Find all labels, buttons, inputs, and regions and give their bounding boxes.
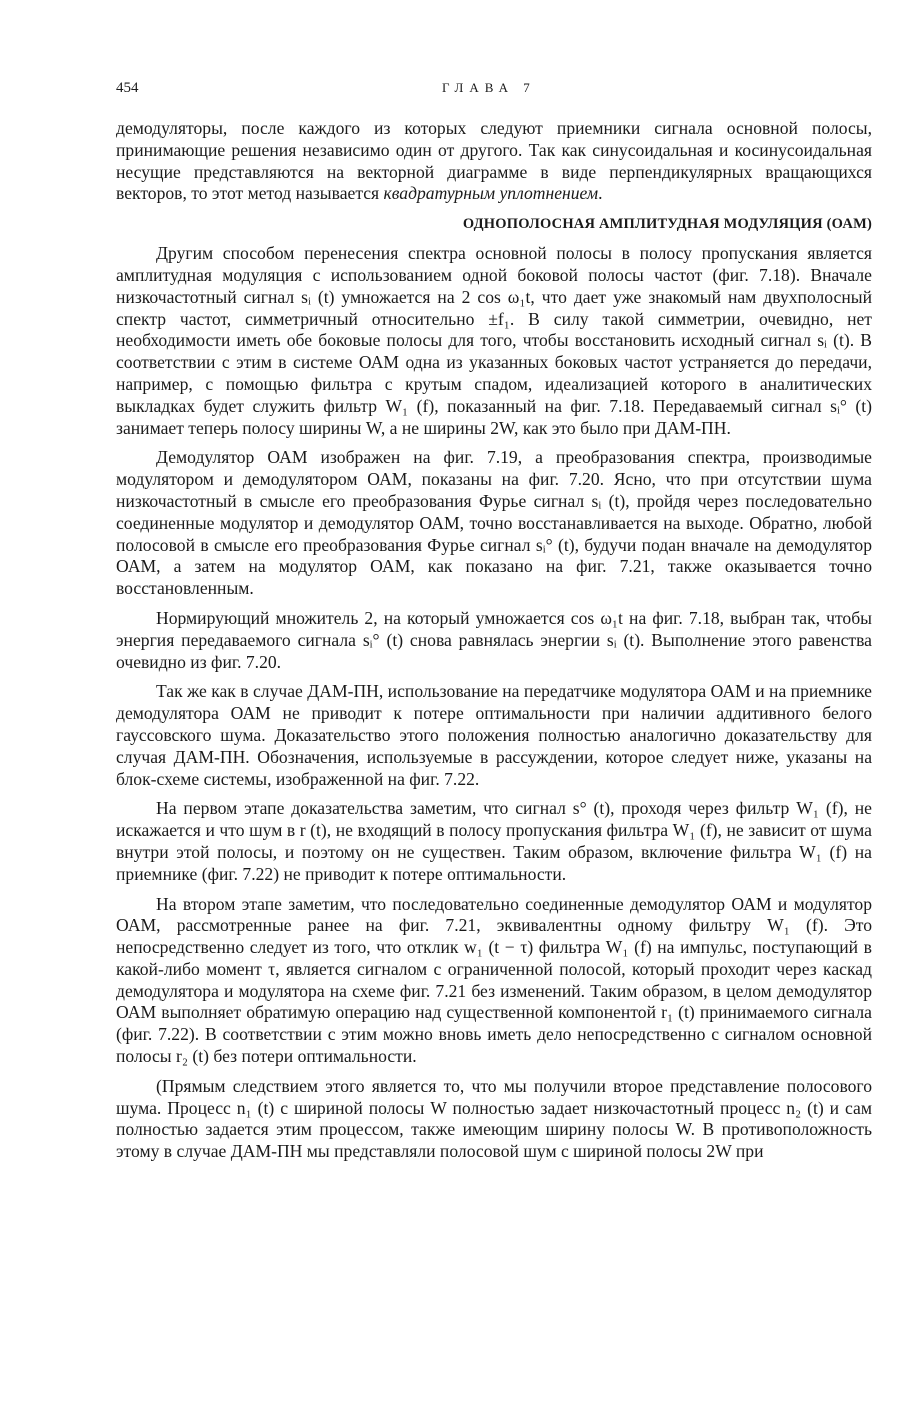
running-head: ГЛАВА 7 (442, 80, 536, 95)
paragraph-text: демодуляторы, после каждого из которых следуют приемники сигнала основной полосы, принимающие решения независимо один от другого. Так как синусоидальная и косинусоидальная несущие представляются на векторной диаграмме в виде перпендикулярных вращающихся векторов, то этот метод называется (116, 118, 872, 204)
paragraph-intro (116, 118, 872, 205)
paragraph-optimality: Так же как в случае ДАМ-ПН, использование на передатчике модулятора ОАМ и на приемнике демодулятора ОАМ не приводит к потере оптимальности при наличии аддитивного белого гауссовского шума. Доказательство этого положения полностью аналогично доказательству для случая ДАМ-ПН. Обозначения, используемые в рассуждении, которое следует ниже, указаны на блок-схеме системы, изображенной на фиг. 7.22. (116, 681, 872, 789)
paragraph-second-step: На втором этапе заметим, что последовательно соединенные демодулятор ОАМ и модулятор ОАМ, рассмотренные ранее на фиг. 7.21, эквивалентны одному фильтру W₁ (f). Это непосредственно следует из того, что отклик w₁ (t − τ) фильтра W₁ (f) на импульс, поступающий в какой-либо момент τ, является сигналом с ограниченной полосой, который проходит через каскад демодулятора и модулятора на схеме фиг. 7.21 без изменений. Таким образом, в целом демодулятор ОАМ выполняет обратимую операцию над существенной компонентой r₁ (t) принимаемого сигнала (фиг. 7.22). В соответствии с этим можно вновь иметь дело непосредственно с сигналом основной полосы r₂ (t) без потери оптимальности. (116, 893, 872, 1067)
page-number: 454 (116, 80, 139, 96)
paragraph-demodulator: Демодулятор ОАМ изображен на фиг. 7.19, а преобразования спектра, производимые модулятором и демодулятором ОАМ, показаны на фиг. 7.20. Ясно, что при отсутствии шума низкочастотный в смысле его преобразования Фурье сигнал sᵢ (t), пройдя через последовательно соединенные модулятор и демодулятор ОАМ, точно восстанавливается на выходе. Обратно, любой полосовой в смысле его преобразования Фурье сигнал sᵢ° (t), будучи подан вначале на демодулятор ОАМ, а затем на модулятор ОАМ, как показано на фиг. 7.21, также оказывается точно восстановленным. (116, 447, 872, 599)
page-header (116, 78, 872, 98)
emphasized-term: квадратурным уплотнением (383, 183, 599, 204)
paragraph-consequence: (Прямым следствием этого является то, что мы получили второе представление полосового шума. Процесс n₁ (t) с шириной полосы W полностью задает низкочастотный процесс n₂ (t) и сам полностью задается этим процессом, также имеющим ширину полосы W. В противоположность этому в случае ДАМ-ПН мы представляли полосовой шум с шириной полосы 2W при (116, 1075, 872, 1162)
paragraph-normalizing-factor: Нормирующий множитель 2, на который умножается cos ω₁t на фиг. 7.18, выбран так, чтобы энергия передаваемого сигнала sᵢ° (t) снова равнялась энергии sᵢ (t). Выполнение этого равенства очевидно из фиг. 7.20. (116, 607, 872, 672)
paragraph-first-step: На первом этапе доказательства заметим, что сигнал s° (t), проходя через фильтр W₁ (f), не искажается и что шум в r (t), не входящий в полосу пропускания фильтра W₁ (f), не зависит от шума внутри этой полосы, и поэтому он не существен. Таким образом, включение фильтра W₁ (f) на приемнике (фиг. 7.22) не приводит к потере оптимальности. (116, 798, 872, 884)
paragraph-text-end: . (598, 183, 603, 204)
section-title: ОДНОПОЛОСНАЯ АМПЛИТУДНАЯ МОДУЛЯЦИЯ (ОАМ) (462, 216, 872, 233)
body-text (116, 118, 872, 1163)
paragraph-ssb-intro: Другим способом перенесения спектра основной полосы в полосу пропускания является амплитудная модуляция с использованием одной боковой полосы частот (фиг. 7.18). Вначале низкочастотный сигнал sᵢ (t) умножается на 2 cos ω₁t, что дает уже знакомый нам двухполосный спектр частот, симметричный относительно ±f₁. В силу такой симметрии, очевидно, нет необходимости иметь обе боковые полосы для того, чтобы восстановить исходный сигнал sᵢ (t). В соответствии с этим в системе ОАМ одна из указанных боковых частот устраняется до передачи, например, с помощью фильтра с крутым спадом, идеализацией которого в аналитических выкладках будет служить фильтр W₁ (f), показанный на фиг. 7.18. Передаваемый сигнал sᵢ° (t) занимает теперь полосу ширины W, а не ширины 2W, как это было при ДАМ-ПН. (116, 243, 872, 438)
